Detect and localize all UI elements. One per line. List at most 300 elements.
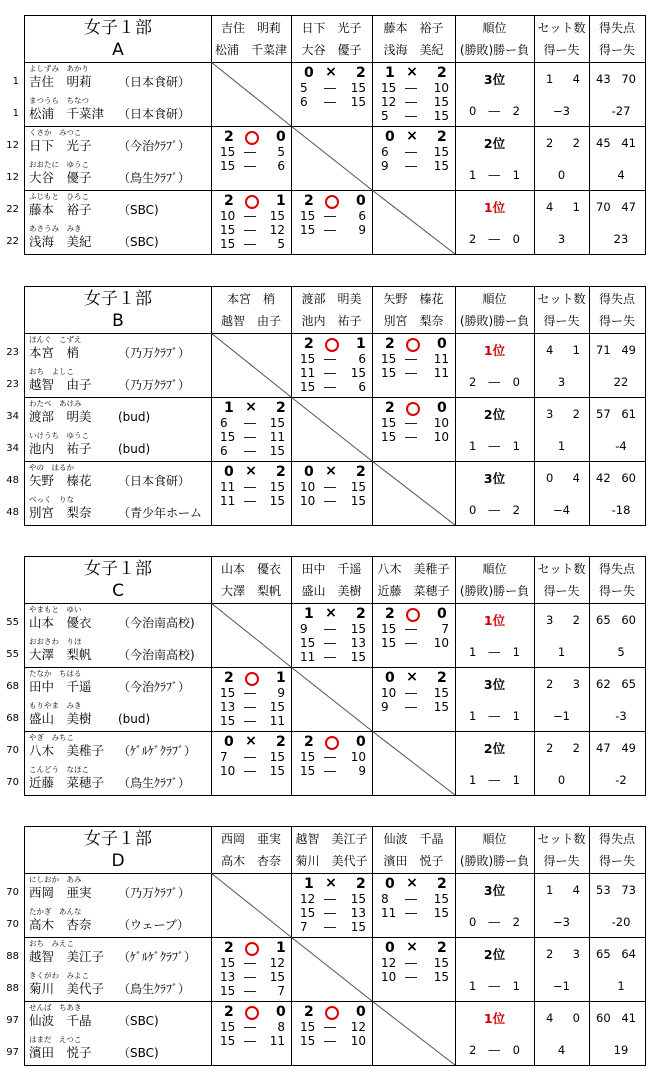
sets-lost: 2 <box>572 741 580 755</box>
grid-line <box>211 15 212 255</box>
game-score-left: 15 <box>220 984 236 998</box>
score-dash: ― <box>244 159 256 173</box>
placement: 3位 <box>483 471 506 486</box>
player-furigana: やの はるか <box>29 463 74 472</box>
sets-header: セット数 <box>537 292 586 306</box>
player-furigana: たなか ちはる <box>29 669 82 678</box>
win-loss-dash: ― <box>488 709 500 723</box>
game-score-left: 11 <box>381 906 397 920</box>
game-score-right: 15 <box>269 750 285 764</box>
game-score-right: 6 <box>358 209 366 223</box>
score-dash: ― <box>405 970 417 984</box>
score-dash: ― <box>324 920 336 934</box>
player-furigana: くさか みつこ <box>29 128 82 137</box>
score-dash: ― <box>324 622 336 636</box>
score-dash: ― <box>244 970 256 984</box>
player-name: 本宮 梢 <box>29 345 80 360</box>
match-sets-won: 2 <box>304 734 314 750</box>
game-score-right: 6 <box>277 159 285 173</box>
group-title: 女子１部 <box>84 18 152 38</box>
wins: 1 <box>469 709 477 723</box>
game-score-left: 9 <box>381 159 389 173</box>
match-sets-lost: 2 <box>356 876 366 892</box>
points-difference: 1 <box>617 979 625 993</box>
game-score-left: 15 <box>220 714 236 728</box>
losses: 1 <box>512 709 520 723</box>
set-difference: −1 <box>553 979 570 993</box>
sets-lost: 3 <box>572 677 580 691</box>
self-match-diagonal <box>291 937 372 1001</box>
points-subheader: 得ー失 <box>598 584 636 598</box>
game-score-right: 5 <box>277 145 285 159</box>
grid-line <box>24 873 646 874</box>
set-difference: 3 <box>557 232 566 246</box>
loss-mark: × <box>245 733 257 749</box>
score-dash: ― <box>324 480 336 494</box>
points-difference: -20 <box>611 915 631 929</box>
grid-line <box>211 556 212 796</box>
placement: 2位 <box>483 407 506 422</box>
player-furigana: やぎ みちこ <box>29 733 74 742</box>
points-difference: 4 <box>617 168 625 182</box>
player-name: 藤本 裕子 <box>29 202 92 217</box>
player-furigana: おち みえこ <box>29 939 74 948</box>
rank-header: 順位 <box>482 832 507 846</box>
match-sets-won: 1 <box>304 876 314 892</box>
rank-subheader: (勝敗)勝ー負 <box>459 854 530 868</box>
loss-mark: × <box>325 64 337 80</box>
sets-subheader: 得ー失 <box>543 314 580 328</box>
column-player-top: 山本 優衣 <box>220 562 282 576</box>
game-score-right: 12 <box>269 223 285 237</box>
sets-won: 3 <box>546 613 554 627</box>
self-match-diagonal <box>372 1001 455 1065</box>
player-name: 矢野 榛花 <box>29 473 92 488</box>
grid-line <box>589 286 590 526</box>
match-sets-lost: 0 <box>276 129 286 145</box>
losses: 1 <box>512 979 520 993</box>
game-score-left: 8 <box>381 892 389 906</box>
player-furigana: おおさわ りほ <box>29 637 82 646</box>
match-sets-lost: 0 <box>276 1004 286 1020</box>
match-sets-lost: 1 <box>276 940 286 956</box>
player-furigana: ほんぐ こずえ <box>29 335 82 344</box>
group-title: 女子１部 <box>84 289 152 309</box>
game-score-right: 7 <box>441 622 449 636</box>
win-loss-dash: ― <box>488 979 500 993</box>
player-affiliation: （乃万ｸﾗﾌﾞ） <box>118 346 191 360</box>
game-score-right: 6 <box>358 352 366 366</box>
match-sets-won: 0 <box>385 670 395 686</box>
loss-mark: × <box>325 605 337 621</box>
score-dash: ― <box>405 159 417 173</box>
player-affiliation: （今治ｸﾗﾌﾞ） <box>118 680 191 694</box>
column-player-top: 田中 千遥 <box>301 562 362 576</box>
sets-header: セット数 <box>537 21 586 35</box>
points-won: 47 <box>596 741 611 755</box>
sets-lost: 0 <box>572 1011 580 1025</box>
wins: 0 <box>469 503 477 517</box>
points-won: 70 <box>596 200 611 214</box>
seed-rank: 23 <box>6 347 19 358</box>
score-dash: ― <box>324 892 336 906</box>
sets-lost: 1 <box>572 200 580 214</box>
player-affiliation: （SBC) <box>118 1014 159 1028</box>
score-dash: ― <box>244 686 256 700</box>
match-sets-lost: 2 <box>356 464 366 480</box>
game-score-right: 15 <box>350 650 366 664</box>
win-circle-icon <box>325 736 339 750</box>
player-furigana: もりやま みき <box>29 701 82 710</box>
game-score-right: 15 <box>433 700 449 714</box>
player-name: 山本 優衣 <box>29 615 92 630</box>
losses: 0 <box>512 232 520 246</box>
column-player-top: 八木 美稚子 <box>377 562 450 576</box>
points-difference: 5 <box>617 645 625 659</box>
placement: 3位 <box>483 883 506 898</box>
points-won: 71 <box>596 343 611 357</box>
points-lost: 49 <box>621 343 636 357</box>
loss-mark: × <box>325 463 337 479</box>
loss-mark: × <box>325 875 337 891</box>
placement: 1位 <box>483 200 506 215</box>
column-player-top: 本宮 梢 <box>226 292 276 306</box>
game-score-right: 15 <box>269 700 285 714</box>
sets-won: 2 <box>546 741 554 755</box>
column-player-top: 吉住 明莉 <box>220 21 282 35</box>
score-dash: ― <box>324 1034 336 1048</box>
sets-subheader: 得ー失 <box>543 43 580 57</box>
game-score-right: 8 <box>277 1020 285 1034</box>
match-sets-lost: 0 <box>437 336 447 352</box>
column-player-top: 越智 美江子 <box>295 832 368 846</box>
points-difference: -27 <box>611 104 631 118</box>
game-score-right: 15 <box>269 494 285 508</box>
match-sets-won: 0 <box>224 464 234 480</box>
player-name: 松浦 千菜津 <box>29 106 105 121</box>
score-dash: ― <box>405 430 417 444</box>
column-player-top: 渡部 明美 <box>301 292 362 306</box>
win-circle-icon <box>245 131 259 145</box>
sets-lost: 4 <box>572 471 580 485</box>
grid-line <box>24 15 646 16</box>
column-player-bottom: 大谷 優子 <box>301 43 362 57</box>
game-score-right: 10 <box>350 1034 366 1048</box>
seed-rank: 70 <box>6 777 19 788</box>
score-dash: ― <box>405 145 417 159</box>
points-difference: -3 <box>615 709 627 723</box>
game-score-left: 15 <box>300 352 316 366</box>
player-furigana: べっく りな <box>29 495 74 504</box>
match-sets-won: 0 <box>304 464 314 480</box>
game-score-left: 15 <box>381 430 397 444</box>
game-score-right: 11 <box>433 352 449 366</box>
game-score-left: 12 <box>381 956 397 970</box>
loss-mark: × <box>406 128 418 144</box>
set-difference: 3 <box>557 375 566 389</box>
self-match-diagonal <box>372 461 455 525</box>
game-score-right: 15 <box>350 366 366 380</box>
win-circle-icon <box>325 1006 339 1020</box>
game-score-right: 15 <box>350 480 366 494</box>
grid-line <box>24 286 25 526</box>
player-affiliation: （日本食研） <box>118 107 191 121</box>
game-score-left: 9 <box>300 622 308 636</box>
player-furigana: ふじもと ひろこ <box>29 192 89 201</box>
game-score-right: 15 <box>269 416 285 430</box>
losses: 2 <box>512 503 520 517</box>
grid-line <box>455 826 456 1066</box>
column-player-top: 矢野 榛花 <box>383 292 444 306</box>
score-dash: ― <box>405 636 417 650</box>
grid-line <box>24 795 646 796</box>
game-score-right: 12 <box>269 956 285 970</box>
game-score-left: 15 <box>300 209 316 223</box>
points-subheader: 得ー失 <box>598 854 636 868</box>
game-score-left: 15 <box>220 145 236 159</box>
game-score-left: 15 <box>300 1020 316 1034</box>
score-dash: ― <box>324 750 336 764</box>
player-name: 越智 美江子 <box>29 949 105 964</box>
group-letter: B <box>112 311 124 331</box>
points-lost: 47 <box>621 200 636 214</box>
grid-line <box>24 603 646 604</box>
player-name: 濱田 悦子 <box>29 1045 92 1060</box>
score-dash: ― <box>244 145 256 159</box>
grid-line <box>24 826 25 1066</box>
grid-line <box>645 15 646 255</box>
match-sets-lost: 0 <box>356 734 366 750</box>
win-circle-icon <box>406 338 420 352</box>
group-letter: C <box>112 581 124 601</box>
game-score-right: 15 <box>269 480 285 494</box>
game-score-left: 10 <box>300 494 316 508</box>
self-match-diagonal <box>372 731 455 795</box>
score-dash: ― <box>405 416 417 430</box>
game-score-right: 15 <box>350 892 366 906</box>
losses: 1 <box>512 645 520 659</box>
player-affiliation: （ｹﾞﾙｹﾞｸﾗﾌﾞ） <box>118 744 197 758</box>
match-sets-won: 0 <box>224 734 234 750</box>
game-score-right: 15 <box>433 145 449 159</box>
win-loss-dash: ― <box>488 375 500 389</box>
player-affiliation: （SBC) <box>118 203 159 217</box>
player-affiliation: （ウェーブ） <box>118 918 190 932</box>
match-sets-lost: 1 <box>276 193 286 209</box>
match-sets-won: 2 <box>224 940 234 956</box>
score-dash: ― <box>324 650 336 664</box>
game-score-left: 12 <box>381 95 397 109</box>
loss-mark: × <box>406 939 418 955</box>
game-score-right: 13 <box>350 906 366 920</box>
loss-mark: × <box>406 875 418 891</box>
game-score-right: 11 <box>433 366 449 380</box>
game-score-left: 15 <box>381 622 397 636</box>
rank-subheader: (勝敗)勝ー負 <box>459 314 530 328</box>
player-furigana: あさうみ みき <box>29 224 82 233</box>
wins: 2 <box>469 375 477 389</box>
seed-rank: 68 <box>6 713 19 724</box>
player-furigana: きくがわ みよこ <box>29 971 89 980</box>
column-player-bottom: 近藤 菜穂子 <box>377 584 450 598</box>
grid-line <box>24 286 646 287</box>
points-difference: 23 <box>613 232 629 246</box>
score-dash: ― <box>405 109 417 123</box>
match-sets-won: 2 <box>385 336 395 352</box>
win-loss-dash: ― <box>488 1043 500 1057</box>
column-player-bottom: 浅海 美紀 <box>383 43 444 57</box>
points-won: 60 <box>596 1011 611 1025</box>
score-dash: ― <box>244 714 256 728</box>
player-affiliation: （今治ｸﾗﾌﾞ） <box>118 139 191 153</box>
seed-rank: 70 <box>6 887 19 898</box>
game-score-right: 11 <box>269 430 285 444</box>
game-score-right: 15 <box>350 622 366 636</box>
game-score-left: 15 <box>220 1020 236 1034</box>
sets-won: 0 <box>546 471 554 485</box>
grid-line <box>211 286 212 526</box>
player-furigana: にしおか あみ <box>29 875 82 884</box>
player-furigana: たかぎ あんな <box>29 907 82 916</box>
game-score-left: 15 <box>381 352 397 366</box>
self-match-diagonal <box>291 667 372 731</box>
sets-header: セット数 <box>537 562 586 576</box>
losses: 1 <box>512 168 520 182</box>
seed-rank: 22 <box>6 236 19 247</box>
player-furigana: せんば ちあき <box>29 1003 82 1012</box>
match-sets-lost: 1 <box>276 670 286 686</box>
match-sets-won: 2 <box>224 129 234 145</box>
player-name: 仙波 千晶 <box>29 1013 92 1028</box>
column-player-top: 西岡 亜実 <box>220 832 282 846</box>
player-name: 高木 杏奈 <box>29 917 92 932</box>
game-score-left: 10 <box>300 480 316 494</box>
match-sets-won: 0 <box>385 940 395 956</box>
seed-rank: 68 <box>6 681 19 692</box>
player-affiliation: （SBC) <box>118 1046 159 1060</box>
player-affiliation: （日本食研） <box>118 474 191 488</box>
game-score-right: 12 <box>350 1020 366 1034</box>
grid-line <box>24 62 646 63</box>
game-score-left: 11 <box>220 494 236 508</box>
score-dash: ― <box>244 1034 256 1048</box>
game-score-left: 15 <box>300 636 316 650</box>
seed-rank: 22 <box>6 204 19 215</box>
game-score-right: 15 <box>433 159 449 173</box>
win-loss-dash: ― <box>488 645 500 659</box>
player-furigana: わたべ あけみ <box>29 399 82 408</box>
player-affiliation: （今治南高校) <box>118 616 195 630</box>
player-name: 西岡 亜実 <box>29 885 92 900</box>
game-score-right: 15 <box>350 920 366 934</box>
grid-line <box>24 461 646 462</box>
score-dash: ― <box>324 223 336 237</box>
placement: 3位 <box>483 72 506 87</box>
points-header: 得失点 <box>598 832 636 846</box>
set-difference: −3 <box>553 915 570 929</box>
game-score-right: 15 <box>433 95 449 109</box>
grid-line <box>589 15 590 255</box>
seed-rank: 70 <box>6 919 19 930</box>
sets-subheader: 得ー失 <box>543 584 580 598</box>
game-score-right: 15 <box>350 81 366 95</box>
placement: 2位 <box>483 136 506 151</box>
match-sets-won: 0 <box>385 876 395 892</box>
score-dash: ― <box>324 95 336 109</box>
grid-line <box>534 826 535 1066</box>
sets-subheader: 得ー失 <box>543 854 580 868</box>
points-difference: -4 <box>615 439 627 453</box>
points-lost: 61 <box>621 407 636 421</box>
set-difference: 1 <box>557 439 566 453</box>
match-sets-won: 1 <box>224 400 234 416</box>
player-name: 浅海 美紀 <box>29 234 92 249</box>
placement: 3位 <box>483 677 506 692</box>
player-furigana: こんどう なほこ <box>29 765 89 774</box>
player-furigana: おち よしこ <box>29 367 74 376</box>
grid-line <box>645 286 646 526</box>
win-circle-icon <box>406 608 420 622</box>
win-circle-icon <box>245 1006 259 1020</box>
points-subheader: 得ー失 <box>598 314 636 328</box>
grid-line <box>24 525 646 526</box>
grid-line <box>24 15 25 255</box>
game-score-left: 15 <box>381 366 397 380</box>
match-sets-won: 2 <box>304 193 314 209</box>
player-affiliation: （SBC) <box>118 235 159 249</box>
game-score-right: 7 <box>277 984 285 998</box>
column-player-top: 日下 光子 <box>301 21 362 35</box>
player-affiliation: （ｹﾞﾙｹﾞｸﾗﾌﾞ） <box>118 950 197 964</box>
game-score-right: 15 <box>433 906 449 920</box>
column-player-bottom: 高木 杏奈 <box>220 854 282 868</box>
sets-lost: 4 <box>572 72 580 86</box>
wins: 2 <box>469 232 477 246</box>
player-furigana: やまもと ゆい <box>29 605 82 614</box>
game-score-left: 6 <box>381 145 389 159</box>
player-furigana: おおたに ゆうこ <box>29 160 89 169</box>
seed-rank: 88 <box>6 983 19 994</box>
score-dash: ― <box>324 494 336 508</box>
points-header: 得失点 <box>598 562 636 576</box>
self-match-diagonal <box>211 603 291 667</box>
game-score-left: 6 <box>300 95 308 109</box>
score-dash: ― <box>244 1020 256 1034</box>
match-sets-lost: 2 <box>437 940 447 956</box>
match-sets-won: 2 <box>304 1004 314 1020</box>
column-player-bottom: 菊川 美代子 <box>295 854 368 868</box>
match-sets-lost: 2 <box>276 734 286 750</box>
match-sets-won: 2 <box>385 606 395 622</box>
sets-lost: 3 <box>572 947 580 961</box>
group-table-b <box>0 286 671 527</box>
placement: 2位 <box>483 947 506 962</box>
game-score-left: 7 <box>300 920 308 934</box>
game-score-left: 15 <box>300 750 316 764</box>
player-name: 吉住 明莉 <box>29 74 92 89</box>
sets-won: 2 <box>546 136 554 150</box>
player-affiliation: （鳥生ｸﾗﾌﾞ） <box>118 982 191 996</box>
score-dash: ― <box>405 686 417 700</box>
self-match-diagonal <box>211 62 291 126</box>
sets-won: 1 <box>546 72 554 86</box>
sets-won: 4 <box>546 343 554 357</box>
score-dash: ― <box>244 764 256 778</box>
win-loss-dash: ― <box>488 439 500 453</box>
grid-line <box>589 826 590 1066</box>
game-score-left: 15 <box>220 1034 236 1048</box>
win-loss-dash: ― <box>488 503 500 517</box>
